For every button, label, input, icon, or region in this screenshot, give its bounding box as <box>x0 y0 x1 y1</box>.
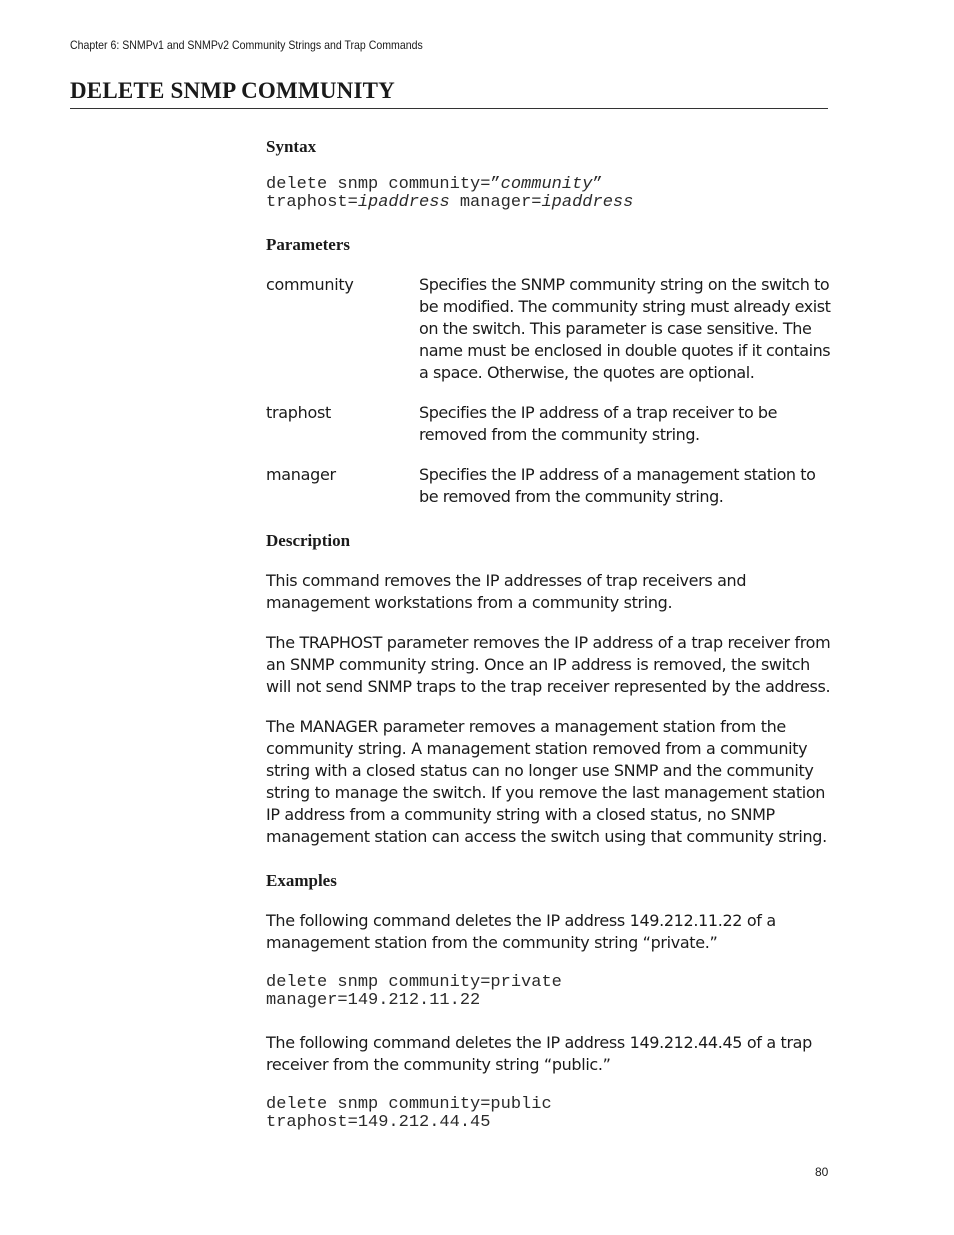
example-code-line: delete snmp community=public <box>266 1095 552 1114</box>
parameter-description: Specifies the IP address of a trap receiver to be removed from the community string. <box>419 403 778 444</box>
syntax-heading: Syntax <box>266 137 317 156</box>
parameter-description: Specifies the SNMP community string on the switch to be modified. The community string must already exist on the switch. This parameter is case sensitive. The name must be enclosed in double quotes if it contains a space. Otherwise, the quotes are optional. <box>419 275 831 382</box>
example-code <box>266 1096 832 1132</box>
syntax-code <box>266 176 832 212</box>
example-code-line: traphost=149.212.44.45 <box>266 1113 491 1132</box>
syntax-line1-suffix: ” <box>592 175 603 194</box>
parameter-row-traphost <box>266 402 832 446</box>
description-paragraph: This command removes the IP addresses of trap receivers and management workstations from a community string. <box>266 571 747 612</box>
description-paragraph: The MANAGER parameter removes a management station from the community string. A management station removed from a community string with a closed status can no longer use SNMP and the community string to manage the switch. If you remove the last management station IP address from a community string with a closed status, no SNMP management station can access the switch using that community string. <box>266 717 827 846</box>
running-head: Chapter 6: SNMPv1 and SNMPv2 Community Strings and Trap Commands <box>70 38 423 52</box>
parameter-description: Specifies the IP address of a management station to be removed from the community string. <box>419 465 816 506</box>
example-code-line: manager=149.212.11.22 <box>266 991 481 1010</box>
parameter-name: manager <box>266 465 336 484</box>
page-number: 80 <box>815 1165 829 1179</box>
syntax-line1-prefix: delete snmp community=” <box>266 175 501 194</box>
page-title: DELETE SNMP COMMUNITY <box>70 78 828 109</box>
example-code <box>266 974 832 1010</box>
example-code-line: delete snmp community=private <box>266 973 562 992</box>
description-heading: Description <box>266 531 351 550</box>
examples-heading: Examples <box>266 871 337 890</box>
parameters-heading: Parameters <box>266 235 351 254</box>
main-content <box>266 136 832 1154</box>
description-paragraph: The TRAPHOST parameter removes the IP address of a trap receiver from an SNMP community string. Once an IP address is removed, the switch will not send SNMP traps to the trap receiver represented by the address. <box>266 633 831 696</box>
syntax-manager-keyword: manager= <box>449 193 542 212</box>
parameter-name: community <box>266 275 354 294</box>
syntax-community-var: community <box>500 175 593 194</box>
parameter-name: traphost <box>266 403 331 422</box>
syntax-traphost-var: ipaddress <box>357 193 450 212</box>
parameter-row-community <box>266 274 832 384</box>
example-text: The following command deletes the IP address 149.212.44.45 of a trap receiver from the community string “public.” <box>266 1033 812 1074</box>
syntax-traphost-keyword: traphost= <box>266 193 358 212</box>
syntax-manager-var: ipaddress <box>541 193 634 212</box>
parameter-row-manager <box>266 464 832 508</box>
example-text: The following command deletes the IP address 149.212.11.22 of a management station from the community string “private.” <box>266 911 776 952</box>
